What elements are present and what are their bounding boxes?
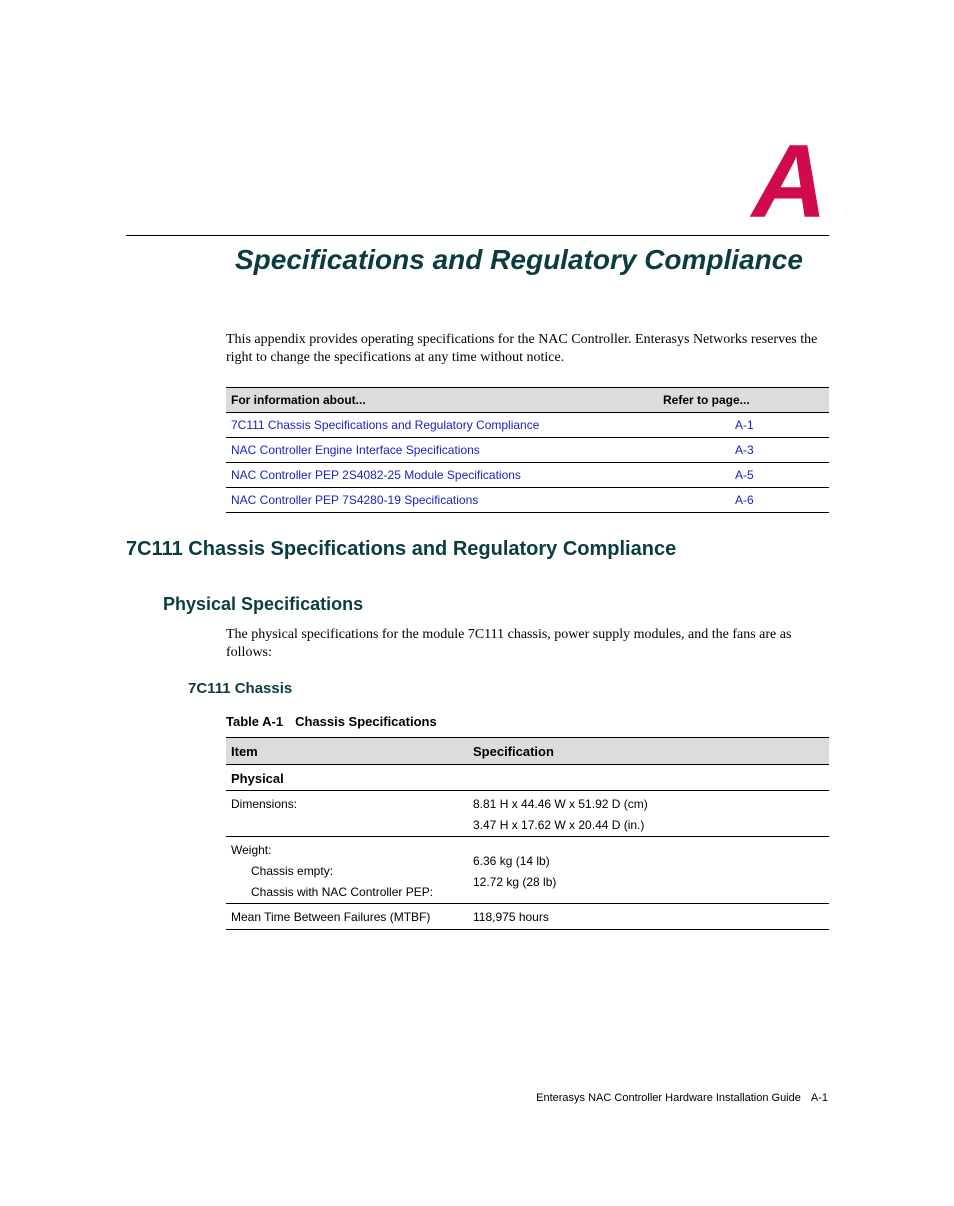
header-specification: Specification [468,738,829,765]
section-row-label: Physical [226,765,829,791]
item-weight-empty: Chassis empty: [251,864,334,878]
intro-paragraph: This appendix provides operating specifications for the NAC Controller. Enterasys Networks reserves the right to change the specifications at any time without notice. [226,332,818,365]
section-heading: 7C111 Chassis Specifications and Regulatory Compliance [126,538,677,560]
page-footer [536,1092,828,1104]
subsection-heading: Physical Specifications [163,594,364,614]
header-topic: For information about... [226,388,658,413]
value-weight-empty: 6.36 kg (14 lb) [473,854,550,868]
table-row [226,765,829,791]
table-row [226,904,829,930]
table-row [226,837,829,904]
toc-link-chassis[interactable]: 7C111 Chassis Specifications and Regulatory Compliance [226,413,658,438]
footer-guide-title: Enterasys NAC Controller Hardware Installation Guide [536,1092,801,1104]
chapter-divider [126,235,829,236]
value-weight-with-pep: 12.72 kg (28 lb) [473,875,557,889]
footer-page-number: A-1 [810,1092,828,1104]
value-weight [468,837,829,904]
item-weight-label: Weight: [231,843,272,857]
item-weight [226,837,468,904]
table-caption-title: Chassis Specifications [295,714,437,729]
value-dimensions-cm: 8.81 H x 44.46 W x 51.92 D (cm) [473,797,648,811]
item-mtbf: Mean Time Between Failures (MTBF) [226,904,468,930]
table-row [226,463,829,488]
table-caption-number: Table A-1 [226,714,284,729]
item-dimensions: Dimensions: [226,791,468,837]
toc-link-pep-7s4280[interactable]: NAC Controller PEP 7S4280-19 Specifications [226,488,658,513]
chapter-title: Specifications and Regulatory Compliance [235,244,803,275]
header-item: Item [226,738,468,765]
contents-table [226,387,829,513]
spec-table-header [226,738,829,765]
chapter-letter: A [751,124,827,240]
value-mtbf: 118,975 hours [468,904,829,930]
toc-page-link[interactable]: A-1 [658,413,829,438]
value-dimensions [468,791,829,837]
table-row [226,791,829,837]
toc-page-link[interactable]: A-5 [658,463,829,488]
physical-intro-paragraph: The physical specifications for the module 7C111 chassis, power supply modules, and the fans are as follows: [226,627,792,660]
toc-link-engine[interactable]: NAC Controller Engine Interface Specifications [226,438,658,463]
table-caption [226,714,437,729]
toc-link-pep-2s4082[interactable]: NAC Controller PEP 2S4082-25 Module Specifications [226,463,658,488]
spec-table [226,737,829,930]
toc-page-link[interactable]: A-3 [658,438,829,463]
value-dimensions-in: 3.47 H x 17.62 W x 20.44 D (in.) [473,818,645,832]
subsubsection-heading: 7C111 Chassis [188,680,293,697]
item-weight-with-pep: Chassis with NAC Controller PEP: [251,885,434,899]
header-page: Refer to page... [658,388,829,413]
table-row [226,488,829,513]
table-row [226,438,829,463]
contents-table-header [226,388,829,413]
toc-page-link[interactable]: A-6 [658,488,829,513]
table-row [226,413,829,438]
